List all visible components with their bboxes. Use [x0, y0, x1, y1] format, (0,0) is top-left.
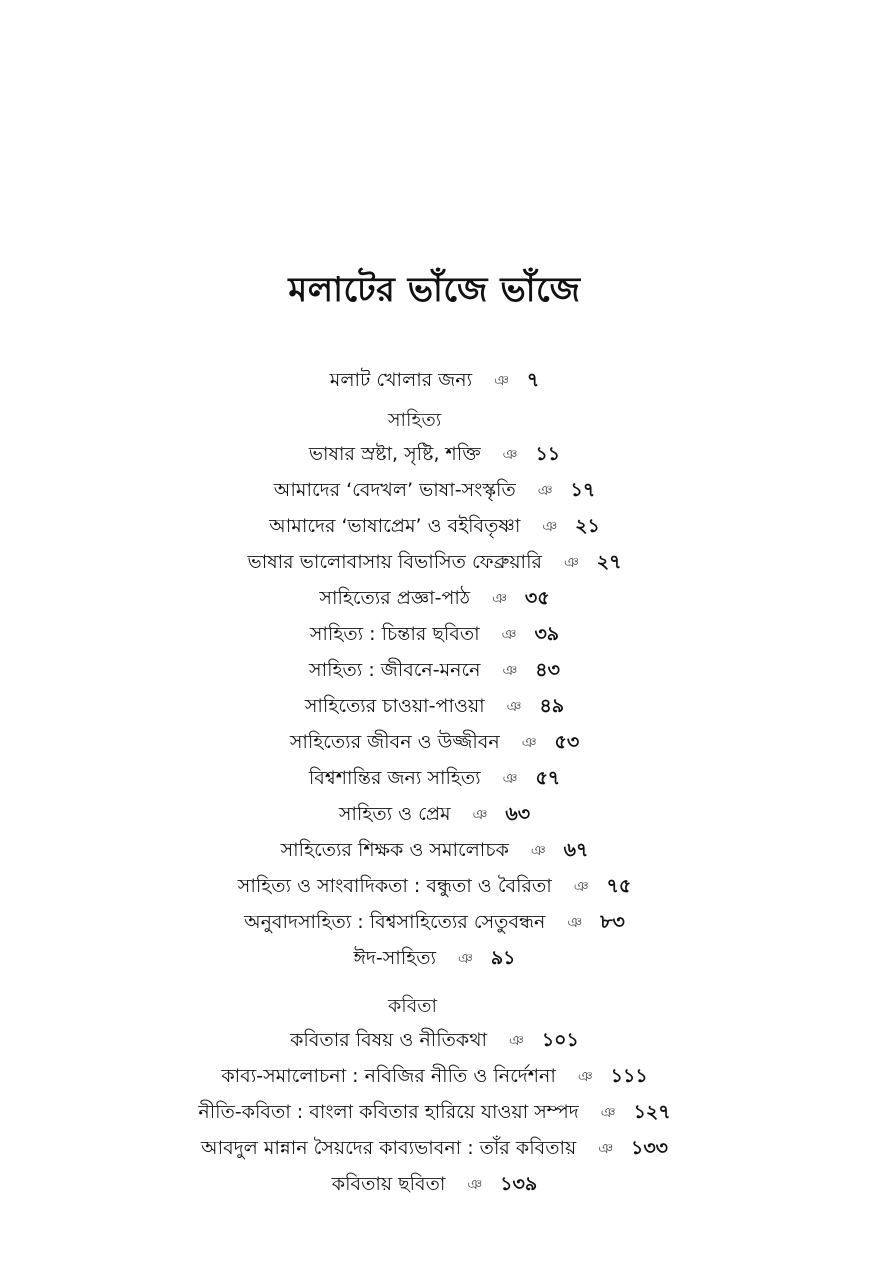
toc-entry-label: সাহিত্যের প্রজ্ঞা-পাঠ [319, 587, 471, 609]
ornament-icon: ঞ [598, 1140, 613, 1157]
toc-entry-label: কাব্য-সমালোচনা : নবিজির নীতি ও নির্দেশনা [221, 1065, 556, 1087]
toc-entry-label: আমাদের ‘বেদখল’ ভাষা-সংস্কৃতি [273, 479, 516, 501]
toc-entry-page: ৮৩ [600, 911, 625, 933]
ornament-icon: ঞ [494, 372, 509, 389]
toc-entry-page: ৯১ [490, 947, 516, 969]
toc-entry-page: ১১১ [610, 1065, 648, 1087]
toc-entry[interactable] [0, 1022, 869, 1058]
toc-entry-page: ৭৫ [606, 875, 632, 897]
section-heading-literature: সাহিত্য [388, 409, 442, 431]
ornament-icon: ঞ [458, 950, 473, 967]
ornament-icon: ঞ [573, 878, 589, 895]
toc-entry-page: ১৩৯ [500, 1173, 538, 1195]
toc-entry-page: ৭ [526, 369, 540, 391]
toc-entry-label: ভাষার স্রষ্টা, সৃষ্টি, শক্তি [308, 443, 481, 465]
section-literature-entries [0, 436, 869, 976]
toc-entry[interactable] [0, 508, 869, 544]
toc-entry-page: ২৭ [596, 551, 622, 573]
toc-entry-label: আমাদের ‘ভাষাপ্রেম’ ও বইবিতৃষ্ণা [269, 515, 521, 537]
toc-entry[interactable] [0, 940, 869, 976]
ornament-icon: ঞ [542, 518, 558, 535]
page-title: মলাটের ভাঁজে ভাঁজে [288, 270, 581, 310]
ornament-icon: ঞ [502, 662, 518, 679]
toc-entry[interactable] [0, 1094, 869, 1130]
toc-entry-label: সাহিত্য : জীবনে-মননে [309, 659, 481, 681]
ornament-icon: ঞ [600, 1104, 616, 1121]
toc-entry-page: ১২৭ [633, 1101, 671, 1123]
toc-entry[interactable] [0, 796, 869, 832]
toc-entry-label: সাহিত্য ও সাংবাদিকতা : বন্ধুতা ও বৈরিতা [237, 875, 552, 897]
toc-entry-intro[interactable] [0, 362, 869, 398]
toc-entry-label: কবিতায় ছবিতা [331, 1173, 446, 1195]
toc-entry[interactable] [0, 1130, 869, 1166]
toc-entry-label: সাহিত্য ও প্রেম [338, 803, 451, 825]
ornament-icon: ঞ [506, 698, 522, 715]
table-of-contents [0, 362, 869, 1202]
toc-entry-label: আবদুল মান্নান সৈয়দের কাব্যভাবনা : তাঁর কবিতায় [200, 1137, 577, 1159]
ornament-icon: ঞ [509, 1032, 524, 1049]
toc-entry[interactable] [0, 1166, 869, 1202]
ornament-icon: ঞ [492, 590, 507, 607]
toc-entry-label: নীতি-কবিতা : বাংলা কবিতার হারিয়ে যাওয়া সম্পদ [198, 1101, 579, 1123]
toc-entry-page: ৪৩ [535, 659, 560, 681]
toc-entry-label: ভাষার ভালোবাসায় বিভাসিত ফেব্রুয়ারি [247, 551, 542, 573]
ornament-icon: ঞ [567, 914, 583, 931]
toc-entry-label: বিশ্বশান্তির জন্য সাহিত্য [308, 767, 481, 789]
toc-entry-label: অনুবাদসাহিত্য : বিশ্বসাহিত্যের সেতুবন্ধন [244, 911, 546, 933]
toc-entry-label: মলাট খোলার জন্য [329, 369, 473, 391]
toc-entry[interactable] [0, 1058, 869, 1094]
toc-entry-label: সাহিত্যের জীবন ও উজ্জীবন [289, 731, 500, 753]
toc-entry-page: ১৭ [570, 479, 596, 501]
toc-entry[interactable] [0, 472, 869, 508]
ornament-icon: ঞ [537, 482, 553, 499]
ornament-icon: ঞ [502, 770, 518, 787]
ornament-icon: ঞ [467, 1176, 483, 1193]
section-poetry-entries [0, 1022, 869, 1202]
toc-entry-page: ৫৩ [554, 731, 580, 753]
toc-entry-page: ৫৭ [535, 767, 561, 789]
toc-entry[interactable] [0, 832, 869, 868]
toc-entry[interactable] [0, 688, 869, 724]
toc-entry[interactable] [0, 580, 869, 616]
ornament-icon: ঞ [501, 626, 517, 643]
ornament-icon: ঞ [577, 1068, 593, 1085]
toc-entry-page: ২১ [575, 515, 600, 537]
toc-entry-label: কবিতার বিষয় ও নীতিকথা [290, 1029, 488, 1051]
toc-entry-page: ১০১ [541, 1029, 579, 1051]
toc-entry-page: ৪৯ [539, 695, 565, 717]
toc-entry[interactable] [0, 904, 869, 940]
toc-entry-label: সাহিত্যের চাওয়া-পাওয়া [304, 695, 485, 717]
toc-entry[interactable] [0, 760, 869, 796]
toc-entry-label: ঈদ-সাহিত্য [353, 947, 437, 969]
toc-entry[interactable] [0, 544, 869, 580]
toc-entry[interactable] [0, 652, 869, 688]
toc-entry-label: সাহিত্য : চিন্তার ছবিতা [309, 623, 480, 645]
section-heading-poetry: কবিতা [388, 995, 438, 1017]
toc-entry-page: ৬৭ [563, 839, 589, 861]
ornament-icon: ঞ [530, 842, 546, 859]
toc-entry[interactable] [0, 724, 869, 760]
ornament-icon: ঞ [472, 806, 488, 823]
toc-entry-page: ১১ [535, 443, 561, 465]
toc-entry-page: ১৩৩ [630, 1137, 669, 1159]
toc-entry[interactable] [0, 868, 869, 904]
toc-entry[interactable] [0, 436, 869, 472]
toc-entry[interactable] [0, 616, 869, 652]
ornament-icon: ঞ [502, 446, 518, 463]
toc-entry-label: সাহিত্যের শিক্ষক ও সমালোচক [280, 839, 509, 861]
toc-entry-page: ৩৫ [524, 587, 550, 609]
ornament-icon: ঞ [563, 554, 579, 571]
ornament-icon: ঞ [521, 734, 537, 751]
toc-entry-page: ৬৩ [505, 803, 531, 825]
toc-entry-page: ৩৯ [534, 623, 560, 645]
